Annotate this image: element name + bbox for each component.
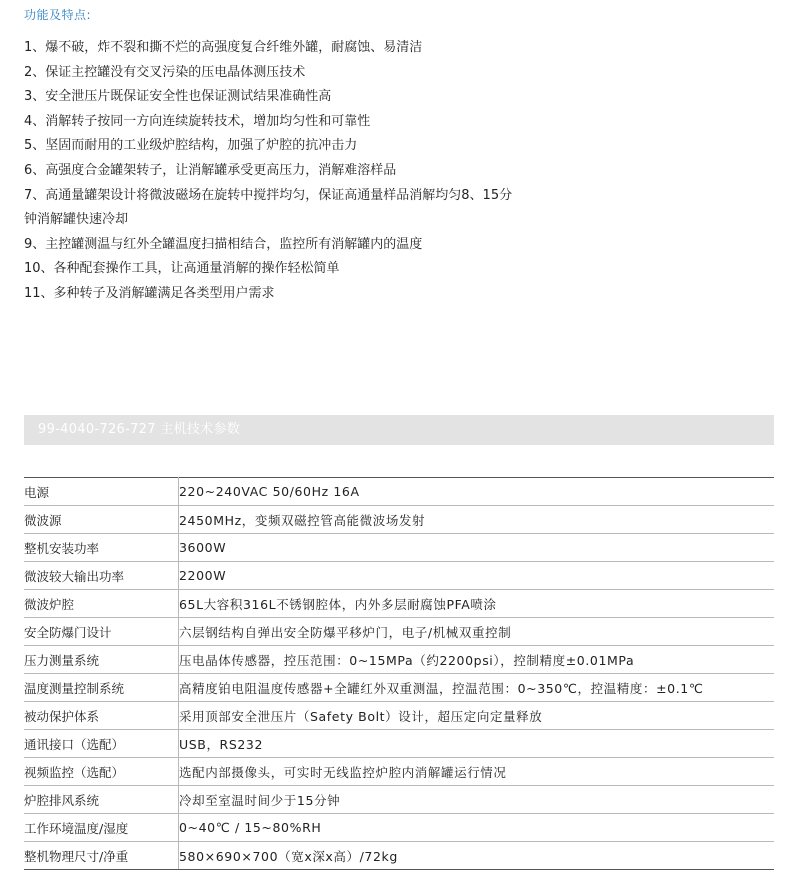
feature-item: 3、安全泄压片既保证安全性也保证测试结果准确性高 [24,89,332,105]
spec-value: 0~40℃ / 15~80%RH [179,814,775,842]
spec-table [24,477,774,870]
spec-value: 采用顶部安全泄压片（Safety Bolt）设计，超压定向定量释放 [179,702,775,730]
feature-item: 2、保证主控罐没有交叉污染的压电晶体测压技术 [24,64,306,80]
feature-item: 9、主控罐测温与红外全罐温度扫描相结合，监控所有消解罐内的温度 [24,236,423,252]
spec-label: 电源 [24,478,179,506]
spec-label: 安全防爆门设计 [24,618,179,646]
spec-label: 压力测量系统 [24,646,179,674]
spec-value: 2200W [179,562,775,590]
spec-row [24,562,774,590]
spec-label: 被动保护体系 [24,702,179,730]
spec-value: 2450MHz，变频双磁控管高能微波场发射 [179,506,775,534]
spec-value: 六层钢结构自弹出安全防爆平移炉门，电子/机械双重控制 [179,618,775,646]
spec-label: 微波源 [24,506,179,534]
feature-item: 1、爆不破，炸不裂和撕不烂的高强度复合纤维外罐，耐腐蚀、易清洁 [24,40,423,55]
spec-row [24,730,774,758]
spec-value: 220~240VAC 50/60Hz 16A [179,478,775,506]
spec-value: 580×690×700（宽x深x高）/72kg [179,842,775,870]
feature-item: 7、高通量罐架设计将微波磁场在旋转中搅拌均匀，保证高通量样品消解均匀8、15分 [24,187,513,203]
spec-label: 微波较大输出功率 [24,562,179,590]
spec-value: USB，RS232 [179,730,775,758]
spec-row [24,478,774,506]
spec-value: 高精度铂电阻温度传感器+全罐红外双重测温，控温范围：0~350℃，控温精度：±0.1℃ [179,674,775,702]
spec-label: 微波炉腔 [24,590,179,618]
spec-value: 3600W [179,534,775,562]
spec-row [24,842,774,870]
spec-row [24,646,774,674]
feature-item: 10、各种配套操作工具，让高通量消解的操作轻松简单 [24,261,340,277]
spec-label: 视频监控（选配） [24,758,179,786]
spec-row [24,590,774,618]
spec-row [24,534,774,562]
spec-label: 整机安装功率 [24,534,179,562]
spec-label: 炉腔排风系统 [24,786,179,814]
feature-item: 11、多种转子及消解罐满足各类型用户需求 [24,285,275,301]
feature-item: 钟消解罐快速冷却 [24,212,129,228]
spec-label: 工作环境温度/湿度 [24,814,179,842]
feature-item: 4、消解转子按同一方向连续旋转技术，增加均匀性和可靠性 [24,113,371,129]
spec-section-title: 99-4040-726-727 主机技术参数 [38,422,241,437]
spec-label: 温度测量控制系统 [24,674,179,702]
spec-value: 65L大容积316L不锈钢腔体，内外多层耐腐蚀PFA喷涂 [179,590,775,618]
spec-value: 选配内部摄像头，可实时无线监控炉腔内消解罐运行情况 [179,758,775,786]
features-heading: 功能及特点: [24,8,92,22]
spec-row [24,702,774,730]
spec-value: 压电晶体传感器，控压范围：0~15MPa（约2200psi），控制精度±0.01MPa [179,646,775,674]
spec-row [24,674,774,702]
feature-item: 6、高强度合金罐架转子，让消解罐承受更高压力，消解难溶样品 [24,162,397,178]
spec-row [24,814,774,842]
spec-section-banner [24,415,774,445]
spec-row [24,786,774,814]
spec-label: 通讯接口（选配） [24,730,179,758]
spec-label: 整机物理尺寸/净重 [24,842,179,870]
feature-list [24,36,784,307]
spec-value: 冷却至室温时间少于15分钟 [179,786,775,814]
spec-row [24,618,774,646]
spec-row [24,506,774,534]
spec-row [24,758,774,786]
feature-item: 5、坚固而耐用的工业级炉腔结构，加强了炉腔的抗冲击力 [24,138,358,154]
